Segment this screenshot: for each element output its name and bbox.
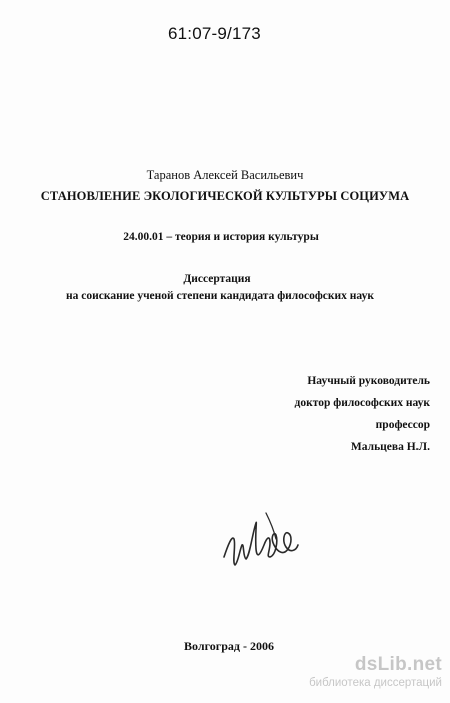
advisor-name: Мальцева Н.Л.: [350, 441, 430, 453]
advisor-role: Научный руководитель: [307, 375, 430, 387]
advisor-block: [270, 374, 430, 462]
watermark-logo: dsLib.net: [354, 654, 442, 675]
archive-code: 61:07-9/173: [168, 24, 261, 43]
city-and-year: Волгоград - 2006: [184, 639, 274, 653]
handwritten-signature: [222, 505, 302, 575]
advisor-degree: доктор философских наук: [294, 397, 430, 409]
author-name: Таранов Алексей Васильевич: [146, 168, 304, 182]
dissertation-title: СТАНОВЛЕНИЕ ЭКОЛОГИЧЕСКОЙ КУЛЬТУРЫ СОЦИУМА: [40, 189, 410, 203]
specialty-code: 24.00.01 – теория и история культуры: [123, 231, 319, 243]
degree-statement: на соискание ученой степени кандидата философских наук: [66, 290, 374, 302]
site-watermark: [262, 654, 442, 690]
advisor-rank: профессор: [375, 419, 430, 431]
watermark-subtitle: библиотека диссертаций: [309, 677, 442, 689]
document-type: Диссертация: [183, 273, 251, 285]
